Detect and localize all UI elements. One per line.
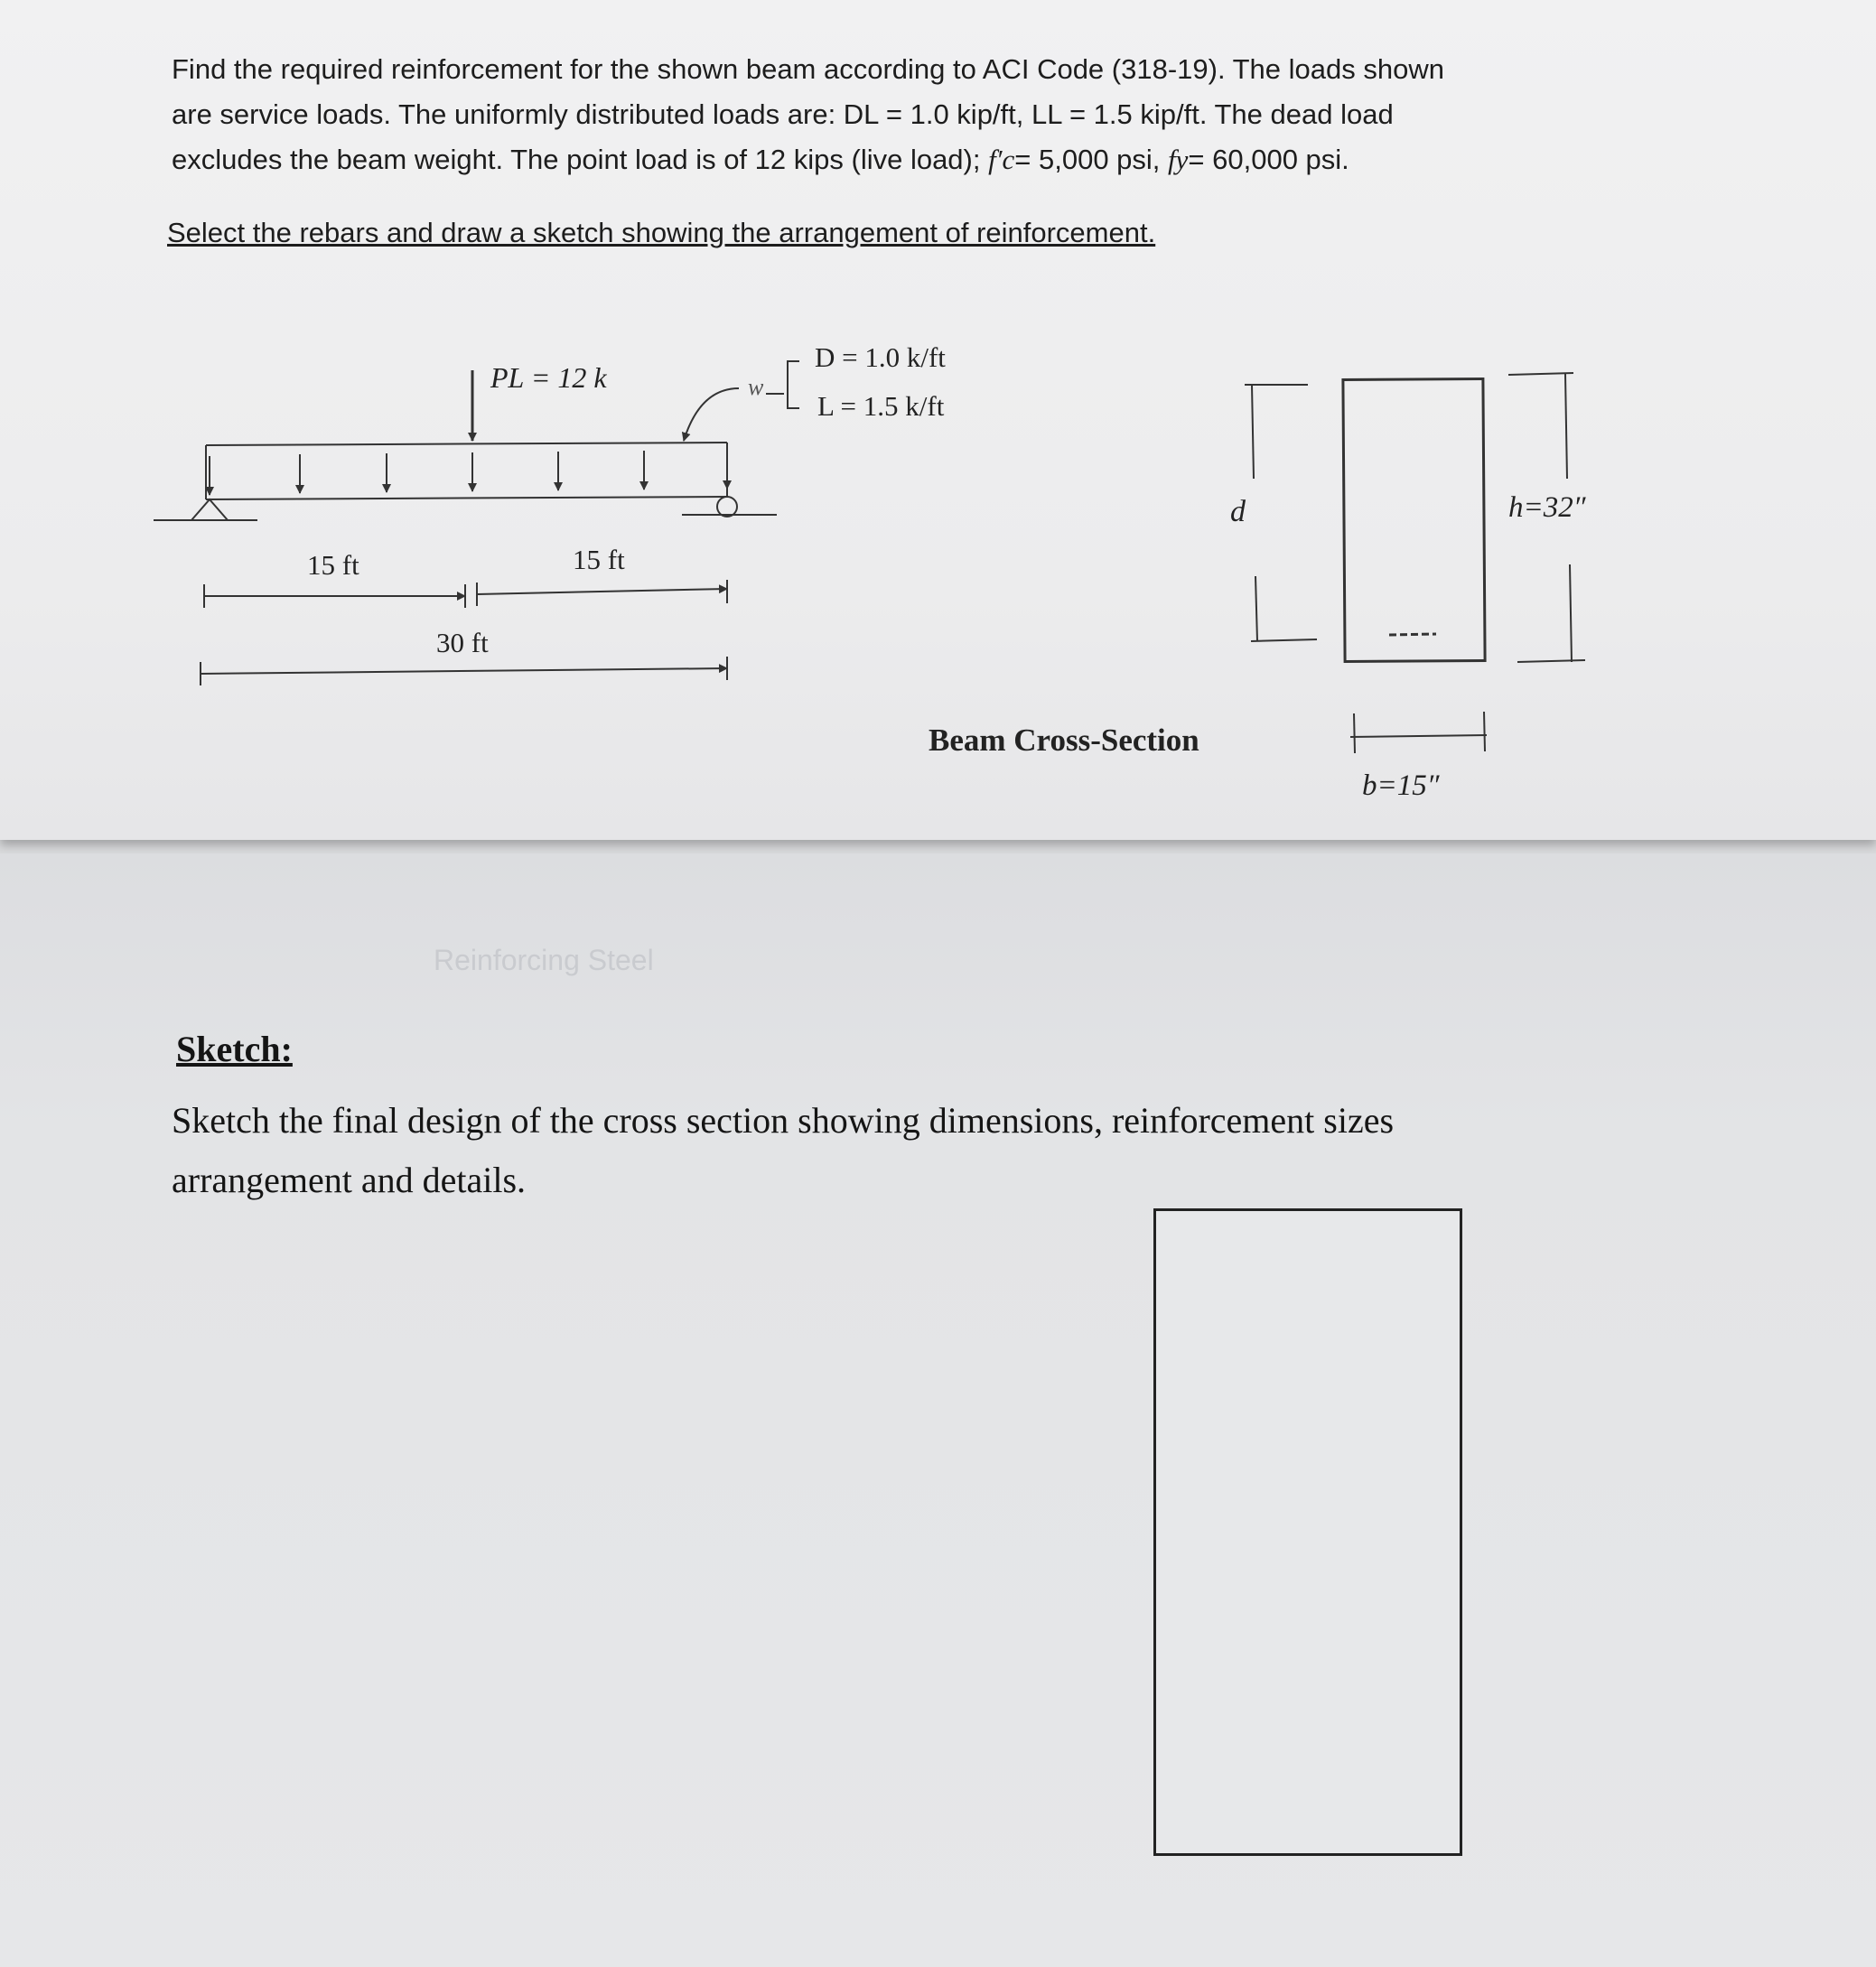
rebar-level-dashes	[1389, 634, 1436, 635]
w-label: w	[748, 374, 764, 400]
d-dim-upper	[1252, 385, 1254, 479]
sketch-answer-box[interactable]	[1153, 1208, 1462, 1856]
h-dim-lower	[1570, 564, 1572, 662]
d-label: d	[1230, 495, 1246, 528]
d-dim-bottom-tick	[1251, 639, 1317, 641]
dim-15ft-right	[477, 589, 727, 594]
h-label: h=32″	[1508, 491, 1586, 524]
h-dim-top-tick	[1508, 373, 1573, 375]
distributed-load-arrows	[210, 450, 727, 495]
problem-line-1: Find the required reinforcement for the shown beam according to ACI Code (318-19). The loads shown	[172, 53, 1444, 85]
span-total-label: 30 ft	[436, 627, 489, 658]
d-dim-lower	[1255, 576, 1257, 641]
sketch-instructions: Sketch the final design of the cross section showing dimensions, reinforcement sizes arrangement and details.	[172, 1100, 1395, 1200]
section-outline	[1343, 378, 1485, 661]
sketch-heading: Sketch:	[176, 1029, 293, 1069]
pin-support	[191, 499, 228, 520]
span-right-label: 15 ft	[573, 544, 625, 575]
h-dim-upper	[1565, 374, 1567, 479]
span-left-label: 15 ft	[307, 549, 359, 581]
b-dim-line	[1350, 735, 1487, 737]
b-label: b=15″	[1362, 769, 1440, 802]
cross-section-title: Beam Cross-Section	[929, 722, 1199, 758]
cross-section-diagram	[1245, 373, 1585, 753]
roller-support	[717, 497, 737, 517]
load-bracket	[788, 361, 799, 408]
problem-line-2: are service loads. The uniformly distributed loads are: DL = 1.0 kip/ft, LL = 1.5 kip/ft. The dead load	[172, 98, 1394, 130]
beam-top	[206, 443, 727, 445]
fy-value: = 60,000 psi.	[1188, 144, 1349, 175]
w-leader-arrow	[684, 388, 739, 441]
problem-line-3: excludes the beam weight. The point load is of 12 kips (live load);	[172, 144, 989, 175]
dead-load-label: D = 1.0 k/ft	[815, 341, 946, 373]
beam-bottom	[206, 497, 727, 499]
fc-symbol: f′c	[988, 144, 1015, 175]
fy-symbol: fy	[1168, 144, 1189, 175]
h-dim-bottom-tick	[1517, 660, 1585, 662]
instruction: Select the rebars and draw a sketch showing the arrangement of reinforcement.	[167, 217, 1156, 248]
fc-value: = 5,000 psi,	[1014, 144, 1169, 175]
live-load-label: L = 1.5 k/ft	[817, 390, 945, 422]
point-load-label: PL = 12 k	[490, 361, 607, 394]
dim-30ft	[201, 668, 727, 674]
bleed-through-text: Reinforcing Steel	[434, 944, 654, 976]
